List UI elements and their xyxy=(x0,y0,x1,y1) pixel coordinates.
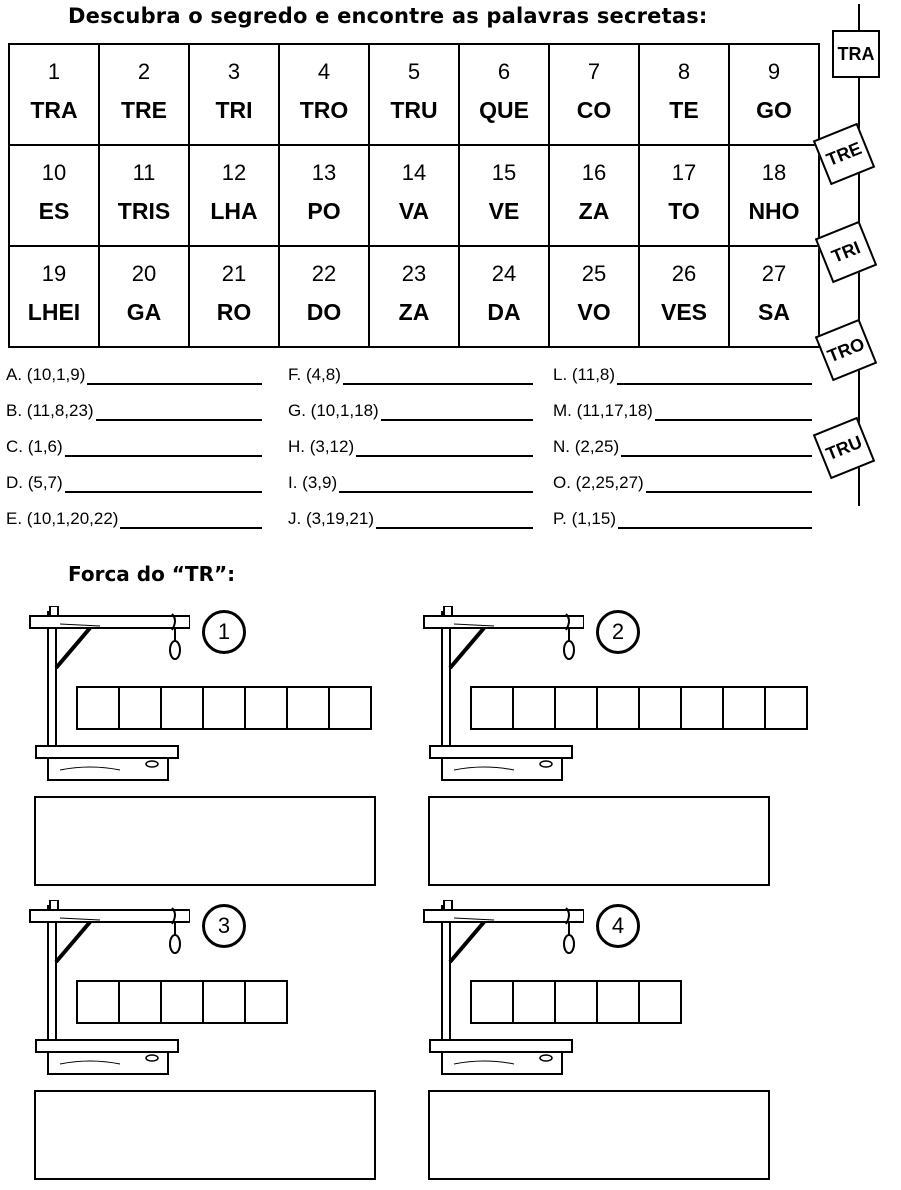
question-code: J. (3,19,21) xyxy=(288,509,374,528)
question-item xyxy=(288,473,533,493)
question-code: C. (1,6) xyxy=(6,437,63,456)
question-item xyxy=(553,509,812,529)
answer-line[interactable] xyxy=(65,439,262,457)
question-code: H. (3,12) xyxy=(288,437,355,456)
letter-box[interactable] xyxy=(246,982,286,1022)
grid-cell xyxy=(369,145,459,246)
cell-syllable: QUE xyxy=(479,97,529,123)
cell-syllable: TRU xyxy=(390,97,438,123)
question-code: D. (5,7) xyxy=(6,473,63,492)
cell-number: 27 xyxy=(761,261,787,286)
cell-number: 25 xyxy=(581,261,607,286)
question-item xyxy=(288,509,533,529)
grid-cell xyxy=(99,145,189,246)
grid-cell xyxy=(99,44,189,145)
grid-cell xyxy=(549,145,639,246)
letter-box[interactable] xyxy=(162,688,204,728)
cell-number: 23 xyxy=(401,261,427,286)
cell-number: 20 xyxy=(131,261,157,286)
grid-cell xyxy=(279,246,369,347)
cell-number: 8 xyxy=(677,59,691,84)
grid-cell xyxy=(9,145,99,246)
question-item xyxy=(288,437,533,457)
letter-box[interactable] xyxy=(556,982,598,1022)
letter-box[interactable] xyxy=(556,688,598,728)
cell-number: 2 xyxy=(137,59,151,84)
letter-box[interactable] xyxy=(162,982,204,1022)
cell-syllable: DO xyxy=(306,299,342,325)
syllable-card: TRU xyxy=(813,417,875,479)
letter-box[interactable] xyxy=(472,688,514,728)
letter-box[interactable] xyxy=(598,982,640,1022)
grid-cell xyxy=(729,246,819,347)
worksheet-title: Descubra o segredo e encontre as palavras secretas: xyxy=(68,4,708,28)
grid-cell xyxy=(189,145,279,246)
question-item xyxy=(6,401,262,421)
letter-box[interactable] xyxy=(472,982,514,1022)
cell-number: 4 xyxy=(317,59,331,84)
grid-cell xyxy=(729,145,819,246)
syllable-card: TRE xyxy=(813,123,875,185)
question-item xyxy=(288,365,533,385)
question-item xyxy=(288,401,533,421)
letter-box[interactable] xyxy=(598,688,640,728)
cell-syllable: VES xyxy=(660,299,708,325)
question-code: M. (11,17,18) xyxy=(553,401,653,420)
cell-number: 3 xyxy=(227,59,241,84)
cell-syllable: NHO xyxy=(748,198,800,224)
grid-cell xyxy=(9,44,99,145)
answer-line[interactable] xyxy=(339,475,533,493)
grid-cell xyxy=(639,145,729,246)
answer-box[interactable] xyxy=(428,1090,770,1180)
question-code: G. (10,1,18) xyxy=(288,401,379,420)
answer-line[interactable] xyxy=(381,403,533,421)
letter-box[interactable] xyxy=(204,982,246,1022)
cell-syllable: TO xyxy=(668,198,700,224)
cell-number: 24 xyxy=(491,261,517,286)
grid-row xyxy=(9,145,819,246)
cell-syllable: SA xyxy=(758,299,790,325)
cell-number: 5 xyxy=(407,59,421,84)
grid-cell xyxy=(369,246,459,347)
question-item xyxy=(553,401,812,421)
question-item xyxy=(6,365,262,385)
grid-cell xyxy=(279,145,369,246)
game-number: 4 xyxy=(596,904,640,948)
cell-syllable: TRI xyxy=(215,97,253,123)
hangman-game xyxy=(414,606,794,896)
grid-cell xyxy=(459,246,549,347)
syllable-grid xyxy=(8,43,820,348)
letter-box[interactable] xyxy=(120,688,162,728)
answer-line[interactable] xyxy=(120,511,262,529)
grid-cell xyxy=(549,246,639,347)
cell-syllable: DA xyxy=(487,299,521,325)
cell-syllable: LHEI xyxy=(27,299,81,325)
game-number: 1 xyxy=(202,610,246,654)
answer-line[interactable] xyxy=(87,367,262,385)
cell-syllable: PO xyxy=(307,198,341,224)
cell-syllable: TRE xyxy=(121,97,167,123)
answer-line[interactable] xyxy=(655,403,812,421)
letter-boxes xyxy=(76,686,372,730)
answer-line[interactable] xyxy=(621,439,812,457)
grid-cell xyxy=(639,44,729,145)
cell-number: 26 xyxy=(671,261,697,286)
letter-box[interactable] xyxy=(682,688,724,728)
grid-cell xyxy=(639,246,729,347)
grid-row xyxy=(9,246,819,347)
cell-syllable: CO xyxy=(576,97,612,123)
letter-box[interactable] xyxy=(766,688,806,728)
cell-syllable: GO xyxy=(756,97,792,123)
letter-box[interactable] xyxy=(204,688,246,728)
syllable-card: TRO xyxy=(815,319,877,381)
grid-cell xyxy=(9,246,99,347)
letter-box[interactable] xyxy=(120,982,162,1022)
cell-syllable: TRA xyxy=(30,97,78,123)
grid-cell xyxy=(549,44,639,145)
question-item xyxy=(553,437,812,457)
grid-cell xyxy=(189,246,279,347)
letter-boxes xyxy=(470,980,682,1024)
answer-line[interactable] xyxy=(376,511,533,529)
grid-cell xyxy=(279,44,369,145)
grid-cell xyxy=(189,44,279,145)
hangman-title: Forca do “TR”: xyxy=(68,562,236,586)
answer-line[interactable] xyxy=(618,511,812,529)
hangman-game xyxy=(20,900,400,1190)
question-code: F. (4,8) xyxy=(288,365,341,384)
question-item xyxy=(553,473,812,493)
grid-cell xyxy=(729,44,819,145)
letter-box[interactable] xyxy=(640,982,680,1022)
cell-syllable: ZA xyxy=(578,198,610,224)
cell-number: 13 xyxy=(311,160,337,185)
grid-cell xyxy=(459,145,549,246)
letter-box[interactable] xyxy=(78,688,120,728)
letter-box[interactable] xyxy=(514,688,556,728)
cell-number: 19 xyxy=(41,261,67,286)
cell-number: 17 xyxy=(671,160,697,185)
cell-syllable: TRIS xyxy=(117,198,171,224)
question-code: I. (3,9) xyxy=(288,473,338,492)
question-code: B. (11,8,23) xyxy=(6,401,94,420)
letter-boxes xyxy=(470,686,808,730)
game-number: 3 xyxy=(202,904,246,948)
letter-box[interactable] xyxy=(330,688,370,728)
game-number: 2 xyxy=(596,610,640,654)
cell-number: 16 xyxy=(581,160,607,185)
cell-number: 21 xyxy=(221,261,247,286)
cell-syllable: RO xyxy=(216,299,252,325)
cell-number: 12 xyxy=(221,160,247,185)
cell-syllable: TE xyxy=(669,97,699,123)
question-item xyxy=(553,365,812,385)
syllable-card: TRA xyxy=(832,30,880,78)
answer-line[interactable] xyxy=(65,475,262,493)
syllable-card: TRI xyxy=(815,221,877,283)
question-item xyxy=(6,473,262,493)
cell-number: 6 xyxy=(497,59,511,84)
answer-box[interactable] xyxy=(34,796,376,886)
answer-line[interactable] xyxy=(356,439,533,457)
cell-syllable: ZA xyxy=(398,299,430,325)
cell-syllable: TRO xyxy=(299,97,349,123)
letter-box[interactable] xyxy=(288,688,330,728)
question-code: A. (10,1,9) xyxy=(6,365,86,384)
question-code: O. (2,25,27) xyxy=(553,473,644,492)
hangman-game xyxy=(414,900,794,1190)
question-item xyxy=(6,509,262,529)
cell-number: 15 xyxy=(491,160,517,185)
hangman-game xyxy=(20,606,400,896)
letter-box[interactable] xyxy=(246,688,288,728)
letter-boxes xyxy=(76,980,288,1024)
cell-number: 1 xyxy=(47,59,61,84)
answer-line[interactable] xyxy=(343,367,533,385)
question-code: E. (10,1,20,22) xyxy=(6,509,119,528)
cell-number: 18 xyxy=(761,160,787,185)
cell-number: 10 xyxy=(41,160,67,185)
question-code: P. (1,15) xyxy=(553,509,617,528)
letter-box[interactable] xyxy=(724,688,766,728)
cell-syllable: LHA xyxy=(210,198,258,224)
question-code: N. (2,25) xyxy=(553,437,620,456)
cell-number: 7 xyxy=(587,59,601,84)
answer-box[interactable] xyxy=(34,1090,376,1180)
cell-number: 11 xyxy=(132,160,156,185)
cell-number: 9 xyxy=(767,59,781,84)
answer-line[interactable] xyxy=(617,367,812,385)
cell-syllable: VE xyxy=(488,198,520,224)
cell-number: 22 xyxy=(311,261,337,286)
letter-box[interactable] xyxy=(514,982,556,1022)
question-code: L. (11,8) xyxy=(553,365,616,384)
cell-syllable: VA xyxy=(398,198,430,224)
answer-box[interactable] xyxy=(428,796,770,886)
answer-line[interactable] xyxy=(646,475,812,493)
answer-line[interactable] xyxy=(96,403,262,421)
grid-row xyxy=(9,44,819,145)
cell-syllable: VO xyxy=(577,299,611,325)
cell-syllable: ES xyxy=(38,198,70,224)
cell-number: 14 xyxy=(401,160,427,185)
grid-cell xyxy=(459,44,549,145)
grid-cell xyxy=(369,44,459,145)
letter-box[interactable] xyxy=(78,982,120,1022)
question-item xyxy=(6,437,262,457)
letter-box[interactable] xyxy=(640,688,682,728)
cell-syllable: GA xyxy=(126,299,162,325)
grid-cell xyxy=(99,246,189,347)
